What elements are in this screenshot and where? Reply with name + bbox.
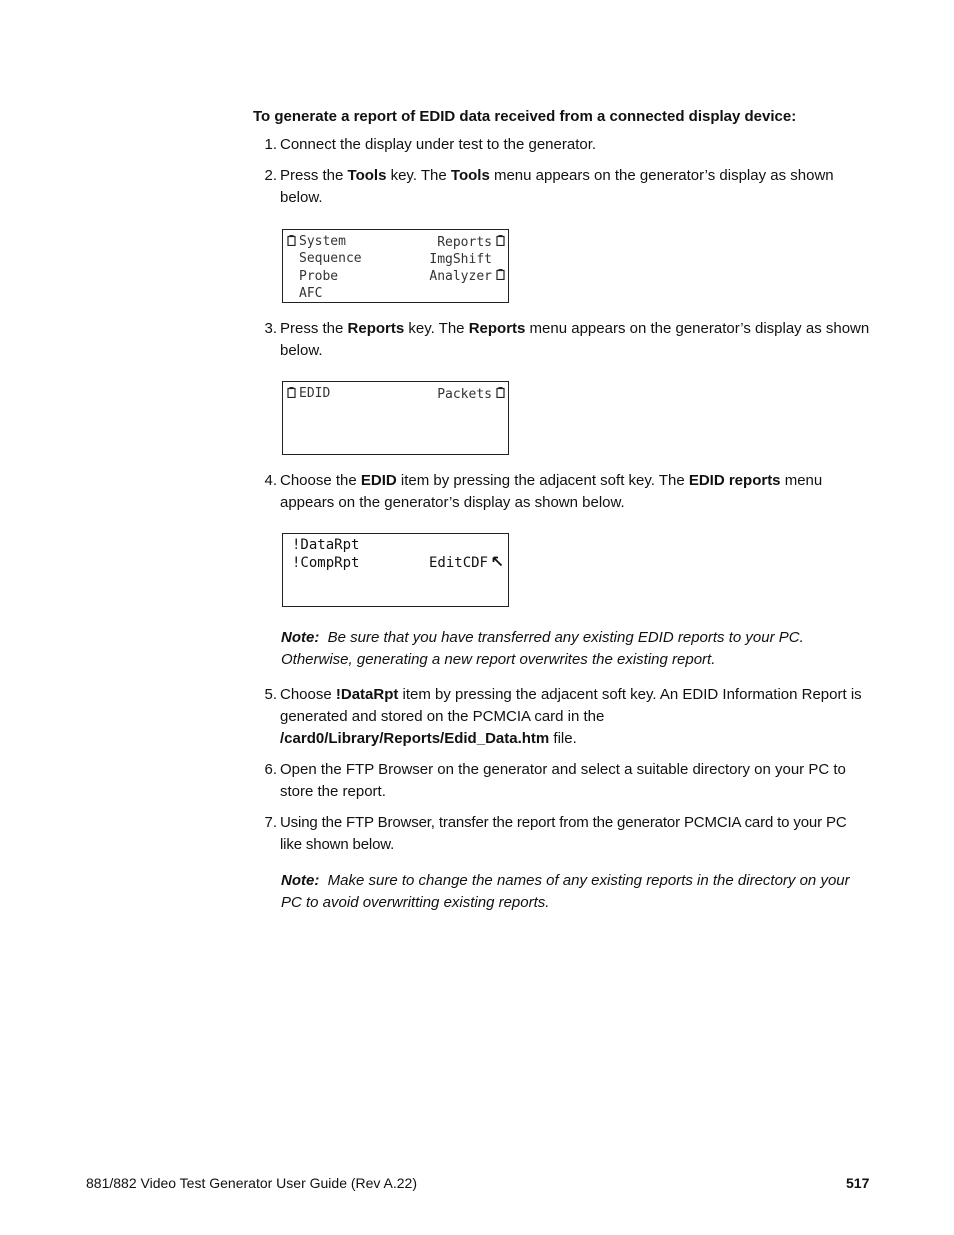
lcd-item-reports: Reports	[437, 235, 492, 250]
report-file-path: /card0/Library/Reports/Edid_Data.htm	[280, 730, 550, 747]
folder-icon	[496, 387, 505, 398]
lcd-item-system: System	[299, 234, 346, 249]
step-number: 4.	[264, 472, 277, 489]
lcd-item-imgshift: ImgShift	[429, 252, 492, 267]
lcd-item-sequence: Sequence	[299, 251, 362, 266]
step-text: Connect the display under test to the generator.	[280, 136, 597, 153]
step-number: 5.	[264, 686, 277, 703]
lcd-item-comprpt: !CompRpt	[292, 555, 360, 571]
step-text: Choose the EDID item by pressing the adjacent soft key. The EDID reports menu appears on the generator’s display as shown below.	[280, 472, 823, 511]
lcd-item-packets: Packets	[437, 387, 492, 402]
lcd-edid-menu	[282, 533, 509, 607]
step-number: 7.	[264, 814, 277, 831]
tools-menu: Tools	[450, 167, 490, 184]
note-label: Note:	[281, 872, 320, 889]
note-label: Note:	[281, 629, 320, 646]
folder-icon	[287, 387, 296, 398]
note-1	[281, 627, 871, 671]
lcd-item-edid: EDID	[299, 386, 331, 401]
datarpt-item: !DataRpt	[335, 686, 399, 703]
lcd-item-afc: AFC	[299, 286, 323, 301]
step-text: Open the FTP Browser on the generator and select a suitable directory on your PC to store the report.	[280, 761, 846, 800]
step-text: Choose !DataRpt item by pressing the adjacent soft key. An EDID Information Report is generated and stored on the PCMCIA card in the /card0/Library/Reports/Edid_Data.htm file.	[280, 686, 862, 747]
reports-menu: Reports	[468, 320, 526, 337]
footer-document-title: 881/882 Video Test Generator User Guide (Rev A.22)	[86, 1175, 418, 1191]
step-number: 6.	[264, 761, 277, 778]
folder-icon	[287, 235, 296, 246]
step-text: Press the Tools key. The Tools menu appears on the generator’s display as shown below.	[280, 167, 834, 206]
step-number: 3.	[264, 320, 277, 337]
reports-key: Reports	[347, 320, 405, 337]
step-number: 1.	[264, 136, 277, 153]
procedure-heading: To generate a report of EDID data received from a connected display device:	[253, 108, 797, 125]
note-text: Make sure to change the names of any existing reports in the directory on your PC to avoid overwritting existing reports.	[281, 872, 850, 911]
folder-icon	[496, 269, 505, 280]
tools-key: Tools	[347, 167, 387, 184]
lcd-item-analyzer: Analyzer	[429, 269, 492, 284]
step-text: Press the Reports key. The Reports menu appears on the generator’s display as shown below.	[280, 320, 870, 359]
lcd-item-datarpt: !DataRpt	[292, 537, 360, 553]
folder-icon	[496, 235, 505, 246]
step-text: Using the FTP Browser, transfer the report from the generator PCMCIA card to your PC like shown below.	[280, 814, 847, 853]
step-number: 2.	[264, 167, 277, 184]
footer-page-number: 517	[846, 1175, 870, 1191]
lcd-tools-menu	[282, 229, 509, 303]
return-arrow-icon	[492, 556, 503, 567]
note-text: Be sure that you have transferred any existing EDID reports to your PC. Otherwise, generating a new report overwrites the existing report.	[281, 629, 804, 668]
lcd-reports-menu	[282, 381, 509, 455]
lcd-item-probe: Probe	[299, 269, 339, 284]
lcd-item-editcdf: EditCDF	[428, 555, 488, 571]
note-2	[281, 870, 871, 914]
edid-item: EDID	[360, 472, 397, 489]
edid-reports-menu: EDID reports	[688, 472, 781, 489]
